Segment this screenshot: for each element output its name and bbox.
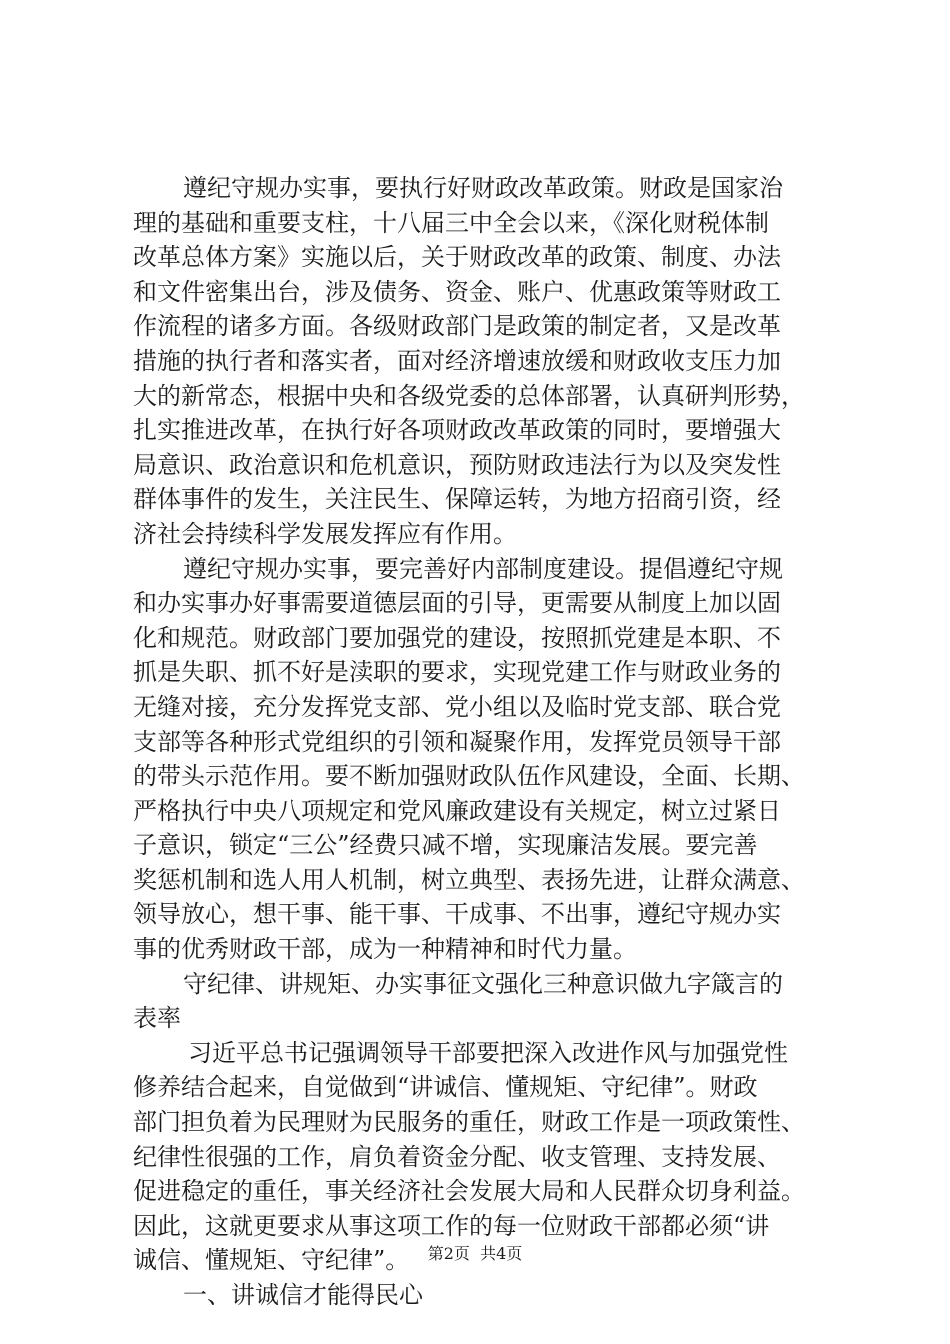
- paragraph-line: 部门担负着为民理财为民服务的重任，财政工作是一项政策性、: [133, 1108, 805, 1137]
- paragraph-line: 改革总体方案》实施以后，关于财政改革的政策、制度、办法: [133, 243, 781, 272]
- paragraph-line: 修养结合起来，自觉做到“讲诚信、懂规矩、守纪律”。财政: [133, 1073, 758, 1102]
- paragraph-line: 理的基础和重要支柱，十八届三中全会以来，《深化财税体制: [133, 208, 769, 237]
- paragraph-line: 奖惩机制和选人用人机制，树立典型、表扬先进，让群众满意、: [133, 865, 805, 894]
- paragraph-line: 事的优秀财政干部，成为一种精神和时代力量。: [133, 935, 637, 964]
- paragraph-line: 抓是失职、抓不好是渎职的要求，实现党建工作与财政业务的: [133, 658, 781, 687]
- paragraph-line: 无缝对接，充分发挥党支部、党小组以及临时党支部、联合党: [133, 692, 781, 721]
- paragraph-line: 群体事件的发生，关注民生、保障运转，为地方招商引资，经: [133, 485, 781, 514]
- paragraph-line: 和办实事办好事需要道德层面的引导，更需要从制度上加以固: [133, 589, 781, 618]
- paragraph-line: 诚信、懂规矩、守纪律”。: [133, 1246, 410, 1275]
- paragraph-line: 措施的执行者和落实者，面对经济增速放缓和财政收支压力加: [133, 346, 781, 375]
- paragraph-line: 子意识，锁定“三公”经费只减不增，实现廉洁发展。要完善: [133, 831, 758, 860]
- paragraph-line: 化和规范。财政部门要加强党的建设，按照抓党建是本职、不: [133, 623, 781, 652]
- paragraph-line: 促进稳定的重任，事关经济社会发展大局和人民群众切身利益。: [133, 1177, 805, 1206]
- subheading-line: 一、讲诚信才能得民心: [183, 1281, 423, 1309]
- paragraph-line: 局意识、政治意识和危机意识，预防财政违法行为以及突发性: [133, 450, 781, 479]
- paragraph-line: 遵纪守规办实事，要完善好内部制度建设。提倡遵纪守规: [183, 554, 783, 583]
- paragraph-line: 因此，这就更要求从事这项工作的每一位财政干部都必须“讲: [133, 1211, 770, 1240]
- paragraph-line: 严格执行中央八项规定和党风廉政建设有关规定，树立过紧日: [133, 796, 781, 825]
- paragraph-line: 的带头示范作用。要不断加强财政队伍作风建设，全面、长期、: [133, 762, 805, 791]
- document-body: [133, 171, 833, 1313]
- paragraph-line: 遵纪守规办实事，要执行好财政改革政策。财政是国家治: [183, 174, 783, 202]
- page-number-label: 第2页 共4页: [427, 1244, 523, 1263]
- paragraph-line: 作流程的诸多方面。各级财政部门是政策的制定者，又是改革: [133, 312, 781, 341]
- paragraph-line: 扎实推进改革，在执行好各项财政改革政策的同时，要增强大: [133, 416, 781, 445]
- section-title-line: 守纪律、讲规矩、办实事征文强化三种意识做九字箴言的: [183, 969, 783, 998]
- paragraph-line: 和文件密集出台，涉及债务、资金、账户、优惠政策等财政工: [133, 277, 781, 306]
- section-title-line: 表率: [133, 1004, 181, 1033]
- page-footer: [0, 1243, 950, 1265]
- paragraph-line: 支部等各种形式党组织的引领和凝聚作用，发挥党员领导干部: [133, 727, 781, 756]
- paragraph-line: 纪律性很强的工作，肩负着资金分配、收支管理、支持发展、: [133, 1142, 781, 1171]
- paragraph-line: 大的新常态，根据中央和各级党委的总体部署，认真研判形势，: [133, 381, 805, 410]
- paragraph-line: 济社会持续科学发展发挥应有作用。: [133, 519, 517, 548]
- paragraph-line: 领导放心，想干事、能干事、干成事、不出事，遵纪守规办实: [133, 900, 781, 929]
- paragraph-line: 习近平总书记强调领导干部要把深入改进作风与加强党性: [188, 1038, 788, 1067]
